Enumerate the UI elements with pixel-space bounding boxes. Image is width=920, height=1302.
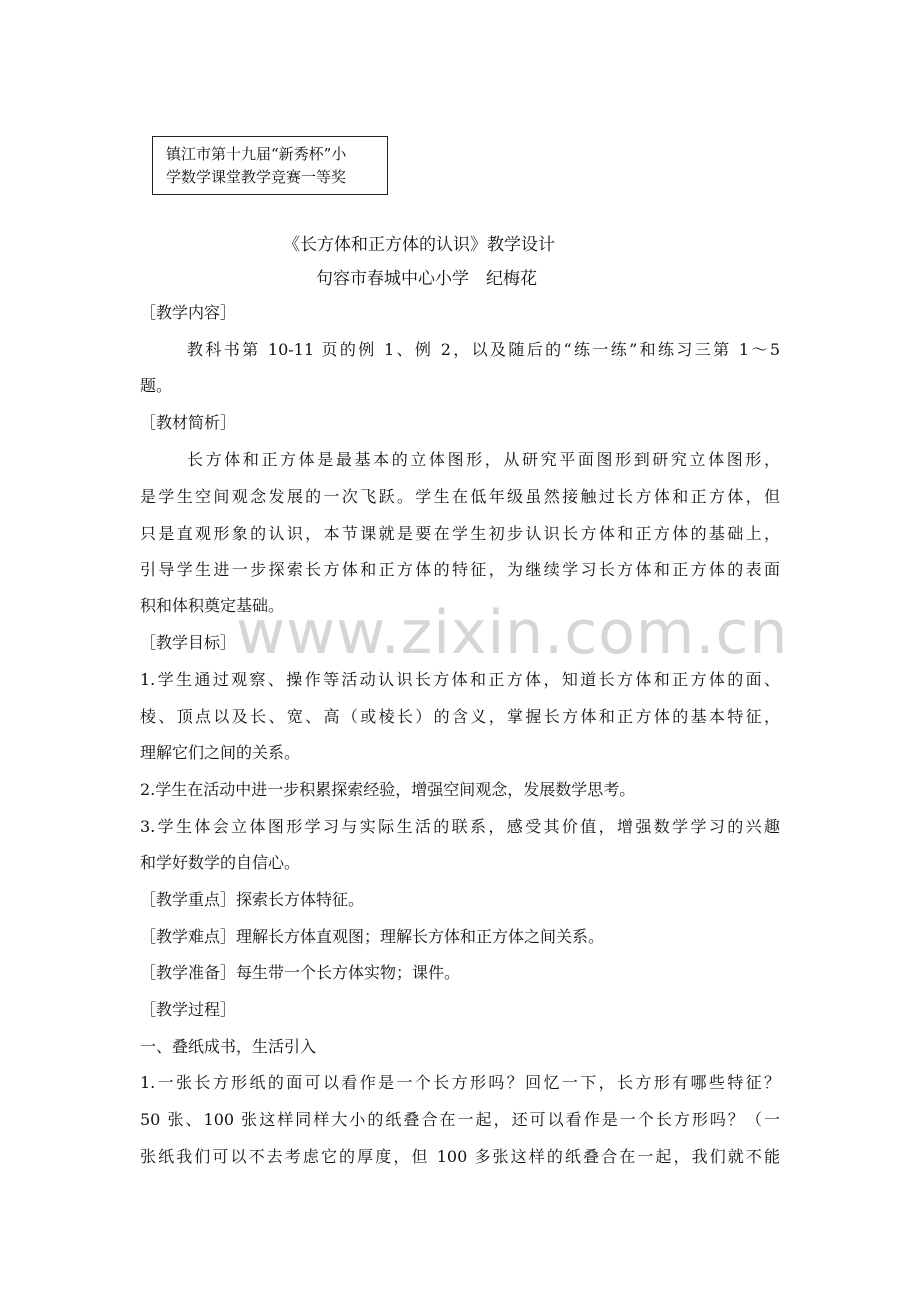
analysis-line-1: 长方体和正方体是最基本的立体图形，从研究平面图形到研究立体图形， <box>187 450 780 469</box>
difficult-point: ［教学难点］理解长方体直观图；理解长方体和正方体之间关系。 <box>140 927 605 946</box>
analysis-line-4: 引导学生进一步探索长方体和正方体的特征，为继续学习长方体和正方体的表面 <box>140 560 780 579</box>
goal-1-line-2: 棱、顶点以及长、宽、高（或棱长）的含义，掌握长方体和正方体的基本特征， <box>140 707 780 726</box>
goal-3-line-2: 和学好数学的自信心。 <box>140 853 301 872</box>
award-line-2: 学数学课堂教学竞赛一等奖 <box>166 168 347 186</box>
process-line-3: 张纸我们可以不去考虑它的厚度，但 100 多张这样的纸叠合在一起，我们就不能 <box>140 1147 780 1166</box>
content-line-2: 题。 <box>140 376 173 395</box>
section-heading-content: ［教学内容］ <box>140 303 237 322</box>
process-line-1: 1.一张长方形纸的面可以看作是一个长方形吗？回忆一下，长方形有哪些特征？ <box>140 1073 780 1092</box>
section-heading-process: ［教学过程］ <box>140 1000 237 1019</box>
section-heading-goals: ［教学目标］ <box>140 633 237 652</box>
document-title: 《长方体和正方体的认识》教学设计 <box>283 235 555 255</box>
preparation: ［教学准备］每生带一个长方体实物；课件。 <box>140 963 461 982</box>
process-line-2: 50 张、100 张这样同样大小的纸叠合在一起，还可以看作是一个长方形吗？（一 <box>140 1110 780 1129</box>
goal-1-line-3: 理解它们之间的关系。 <box>140 743 301 762</box>
key-point: ［教学重点］探索长方体特征。 <box>140 890 365 909</box>
watermark: www.zixin.com.cn <box>236 598 789 668</box>
award-box <box>152 136 388 195</box>
document-author: 句容市春城中心小学 纪梅花 <box>316 269 537 289</box>
goal-2: 2.学生在活动中进一步积累探索经验，增强空间观念，发展数学思考。 <box>140 780 636 799</box>
section-heading-analysis: ［教材简析］ <box>140 413 237 432</box>
analysis-line-2: 是学生空间观念发展的一次飞跃。学生在低年级虽然接触过长方体和正方体，但 <box>140 487 780 506</box>
analysis-line-3: 只是直观形象的认识，本节课就是要在学生初步认识长方体和正方体的基础上， <box>140 524 780 543</box>
goal-1-line-1: 1.学生通过观察、操作等活动认识长方体和正方体，知道长方体和正方体的面、 <box>140 670 780 689</box>
analysis-line-5: 积和体积奠定基础。 <box>140 596 285 615</box>
part-1-heading: 一、叠纸成书，生活引入 <box>140 1037 317 1056</box>
content-line-1: 教科书第 10-11 页的例 1、例 2，以及随后的“练一练”和练习三第 1～5 <box>187 340 780 359</box>
goal-3-line-1: 3.学生体会立体图形学习与实际生活的联系，感受其价值，增强数学学习的兴趣 <box>140 817 780 836</box>
award-line-1: 镇江市第十九届“新秀杯”小 <box>166 145 347 163</box>
